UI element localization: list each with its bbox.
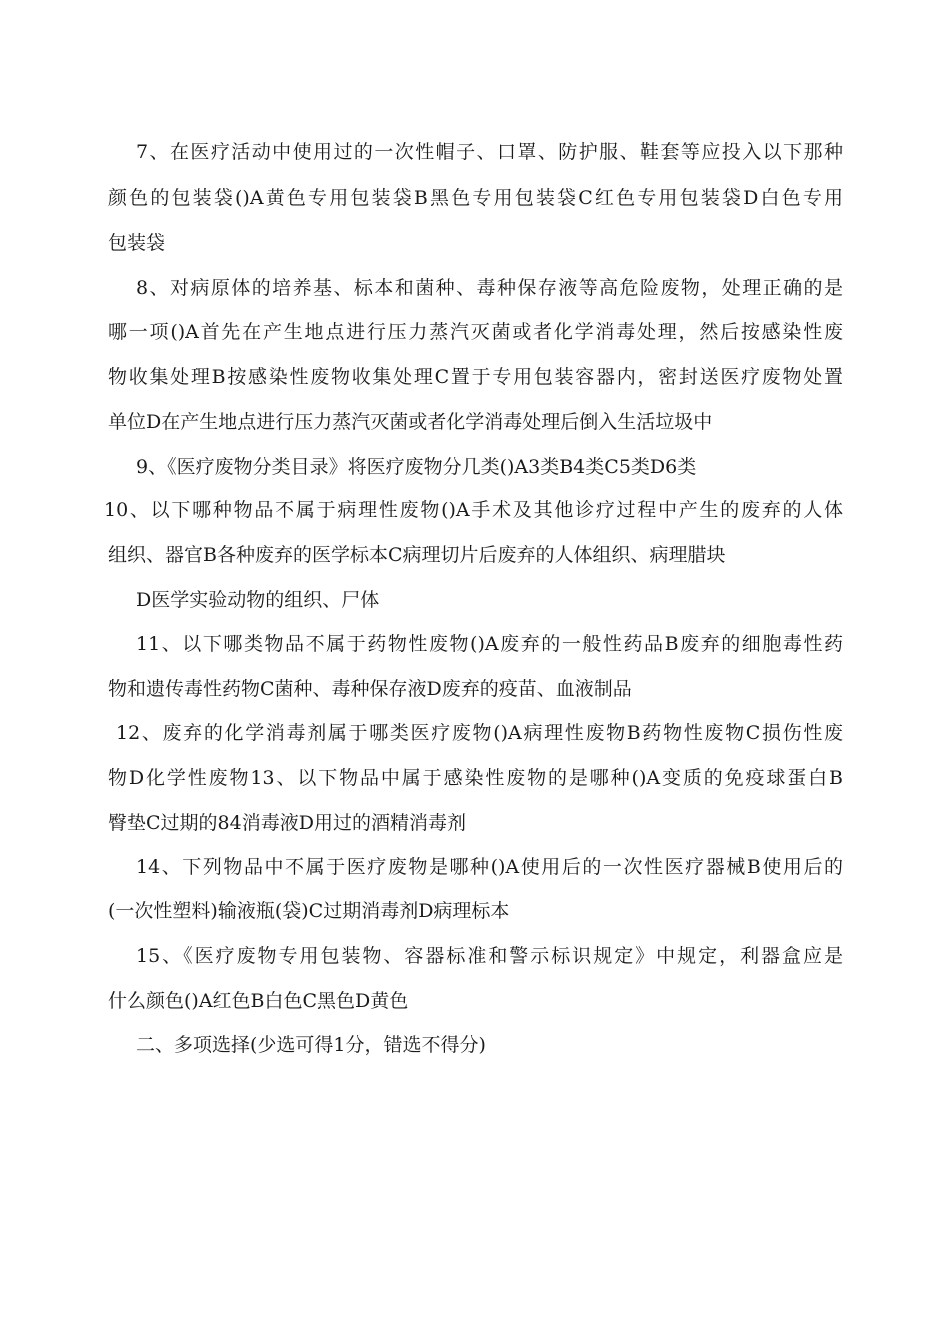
question-13-line-1: 臀垫C过期的84消毒液D用过的酒精消毒剂 bbox=[108, 812, 466, 834]
question-8-line-4: 单位D在产生地点进行压力蒸汽灭菌或者化学消毒处理后倒入生活垃圾中 bbox=[108, 411, 713, 433]
question-14-line-2: (一次性塑料)输液瓶(袋)C过期消毒剂D病理标本 bbox=[108, 900, 510, 922]
question-10-line-2: 组织、器官B各种废弃的医学标本C病理切片后废弃的人体组织、病理腊块 bbox=[108, 544, 726, 566]
section-heading-multiple-choice: 二、多项选择(少选可得1分，错选不得分) bbox=[136, 1034, 486, 1056]
question-8-line-2: 哪一项()A首先在产生地点进行压力蒸汽灭菌或者化学消毒处理，然后按感染性废 bbox=[108, 321, 843, 343]
question-10-line-1: 10、以下哪种物品不属于病理性废物()A手术及其他诊疗过程中产生的废弃的人体 bbox=[104, 499, 843, 521]
question-7-line-3: 包装袋 bbox=[108, 232, 166, 254]
question-11-line-2: 物和遗传毒性药物C菌种、毒种保存液D废弃的疫苗、血液制品 bbox=[108, 678, 632, 700]
question-10-line-3: D医学实验动物的组织、尸体 bbox=[136, 589, 380, 611]
question-9-line-1: 9、《医疗废物分类目录》将医疗废物分几类()A3类B4类C5类D6类 bbox=[136, 456, 697, 478]
question-11-line-1: 11、以下哪类物品不属于药物性废物()A废弃的一般性药品B废弃的细胞毒性药 bbox=[136, 633, 843, 655]
question-15-line-1: 15、《医疗废物专用包装物、容器标准和警示标识规定》中规定，利器盒应是 bbox=[136, 945, 843, 967]
question-8-line-3: 物收集处理B按感染性废物收集处理C置于专用包装容器内，密封送医疗废物处置 bbox=[108, 366, 843, 388]
question-14-line-1: 14、下列物品中不属于医疗废物是哪种()A使用后的一次性医疗器械B使用后的 bbox=[136, 856, 843, 878]
question-7-line-2: 颜色的包装袋()A黄色专用包装袋B黑色专用包装袋C红色专用包装袋D白色专用 bbox=[108, 187, 843, 209]
question-15-line-2: 什么颜色()A红色B白色C黑色D黄色 bbox=[108, 990, 409, 1012]
question-12-line-2: 物D化学性废物13、以下物品中属于感染性废物的是哪种()A变质的免疫球蛋白B bbox=[108, 767, 843, 789]
question-12-line-1: 12、废弃的化学消毒剂属于哪类医疗废物()A病理性废物B药物性废物C损伤性废 bbox=[116, 722, 843, 744]
question-8-line-1: 8、对病原体的培养基、标本和菌种、毒种保存液等高危险废物，处理正确的是 bbox=[136, 277, 843, 299]
question-7-line-1: 7、在医疗活动中使用过的一次性帽子、口罩、防护服、鞋套等应投入以下那种 bbox=[136, 141, 843, 163]
